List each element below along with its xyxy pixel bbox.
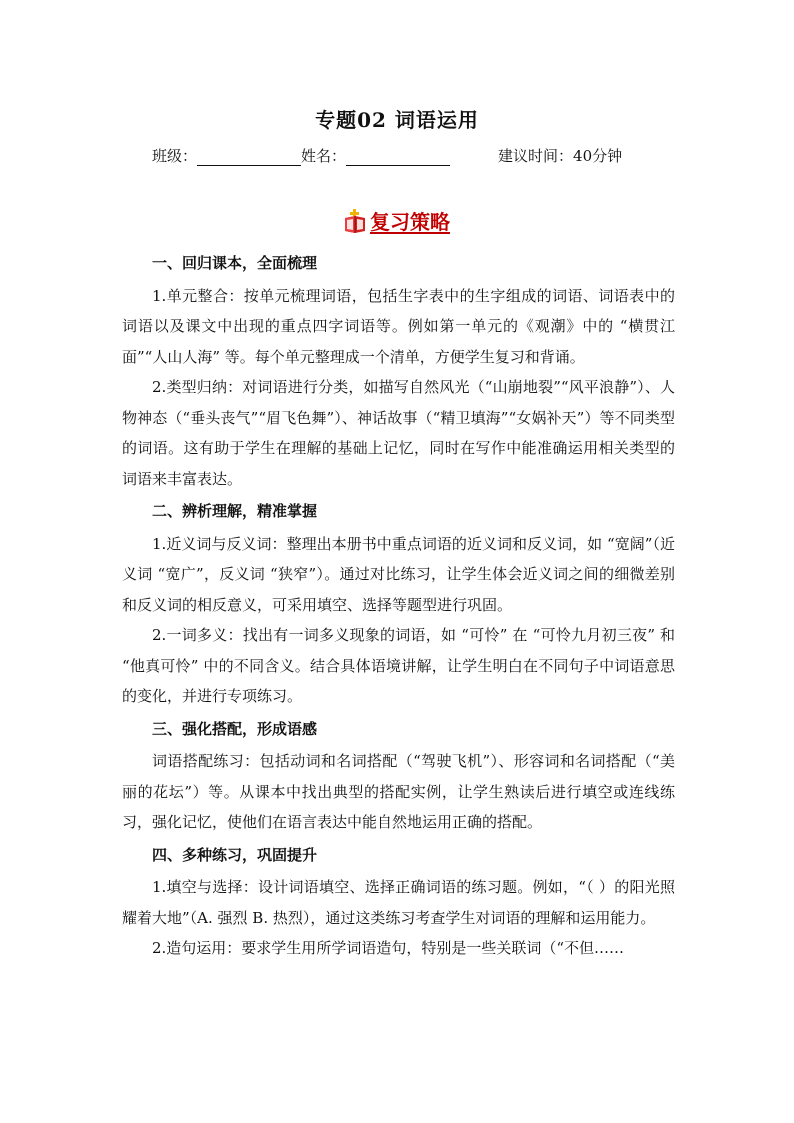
paragraph: 1.填空与选择：设计词语填空、选择正确词语的练习题。例如，“（ ）的阳光照耀着大地”（A. 强烈 B. 热烈），通过这类练习考查学生对词语的理解和运用能力。 [122, 878, 675, 927]
content-body [122, 246, 675, 964]
class-label: 班级： [152, 147, 198, 165]
name-label: 姓名： [301, 147, 347, 165]
name-blank[interactable] [346, 148, 450, 166]
suggested-time: 建议时间：40分钟 [498, 147, 623, 165]
student-info-line [152, 145, 622, 166]
paragraph: 2.造句运用：要求学生用所学词语造句，特别是一些关联词（“不但…… [152, 939, 624, 957]
strategy-label: 复习策略 [370, 210, 450, 234]
page-title: 专题02 词语运用 [315, 108, 479, 132]
paragraph: 1.近义词与反义词：整理出本册书中重点词语的近义词和反义词，如 “宽阔”（近义词 “宽广”，反义词 “狭窄”）。通过对比练习，让学生体会近义词之间的细微差别和反义词的相反意义，可采用填空、选择等题型进行巩固。 [122, 534, 675, 614]
section-heading: 一、回归课本，全面梳理 [152, 254, 318, 272]
book-stack-icon [344, 209, 366, 233]
section-heading: 二、辨析理解，精准掌握 [152, 502, 318, 520]
paragraph: 1.单元整合：按单元梳理词语，包括生字表中的生字组成的词语、词语表中的词语以及课文中出现的重点四字词语等。例如第一单元的《观潮》中的 “横贯江面”“人山人海” 等。每个单元整理成一个清单，方便学生复习和背诵。 [122, 286, 675, 366]
review-strategy-banner [0, 206, 794, 237]
paragraph: 2.类型归纳：对词语进行分类，如描写自然风光（“山崩地裂”“风平浪静”）、人物神态（“垂头丧气”“眉飞色舞”）、神话故事（“精卫填海”“女娲补天”）等不同类型的词语。这有助于学生在理解的基础上记忆，同时在写作中能准确运用相关类型的词语来丰富表达。 [122, 378, 675, 488]
section-heading: 三、强化搭配，形成语感 [152, 719, 318, 738]
paragraph: 词语搭配练习：包括动词和名词搭配（“驾驶飞机”）、形容词和名词搭配（“美丽的花坛”）等。从课本中找出典型的搭配实例，让学生熟读后进行填空或连线练习，强化记忆，使他们在语言表达中能自然地运用正确的搭配。 [122, 752, 675, 831]
section-heading: 四、多种练习，巩固提升 [152, 845, 318, 864]
class-blank[interactable] [197, 148, 301, 166]
paragraph: 2.一词多义：找出有一词多义现象的词语，如 “可怜” 在 “可怜九月初三夜” 和 “他真可怜” 中的不同含义。结合具体语境讲解，让学生明白在不同句子中词语意思的变化，并进行专项练习。 [122, 626, 675, 705]
